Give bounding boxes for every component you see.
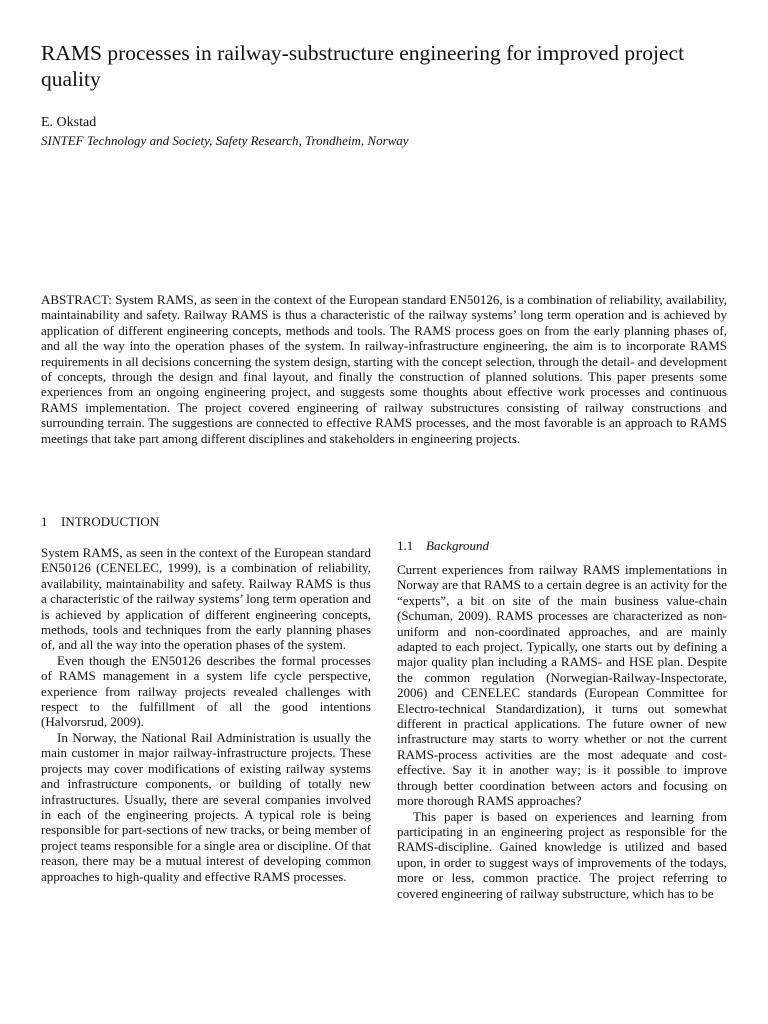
right-column [397, 562, 727, 901]
section-heading-introduction [41, 514, 159, 530]
paper-title: RAMS processes in railway-substructure engineering for improved project quality [41, 41, 685, 91]
paragraph: Even though the EN50126 describes the formal processes of RAMS management in a system life cycle perspective, experience from railway projects revealed challenges with respect to the fulfillment of all the good intentions (Halvorsrud, 2009). [41, 652, 371, 730]
paragraph: Current experiences from railway RAMS implementations in Norway are that RAMS to a certain degree is an activity for the “experts”, a bit on site of the main business value-chain (Schuman, 2009). RAMS processes are characterized as non-uniform and non-coordinated approaches, and are mainly adapted to each project. Typically, one starts out by defining a major quality plan including a RAMS- and HSE plan. Despite the common regulation (Norwegian-Railway-Inspectorate, 2006) and CENELEC standards (European Committee for Electro-technical Standardization), it turns out somewhat different in practical applications. The future owner of new infrastructure may starts to worry whether or not the current RAMS-process activities are the most adequate and cost-effective. Say it in another way; is it possible to improve through better coordination between actors and focusing on more thorough RAMS approaches? [397, 562, 727, 809]
author-affiliation: SINTEF Technology and Society, Safety Research, Trondheim, Norway [41, 133, 409, 148]
abstract: ABSTRACT: System RAMS, as seen in the context of the European standard EN50126, is a combination of reliability, availability, maintainability and safety. Railway RAMS is thus a characteristic of the railway systems’ long term operation and is achieved by application of different engineering concepts, methods and tools. The RAMS process goes on from the early planning phases of, and all the way into the operation phases of the system. In railway-infrastructure engineering, the aim is to incorporate RAMS requirements in all decisions concerning the system design, starting with the concept selection, through the detail- and development of concepts, through the design and final layout, and finally the construction of planned solutions. This paper presents some experiences from an ongoing engineering project, and suggests some thoughts about effective work processes and continuous RAMS implementation. The project covered engineering of railway substructures consisting of railway constructions and surrounding terrain. The suggestions are connected to effective RAMS processes, and the most favorable is an approach to RAMS meetings that take part among different disciplines and stakeholders in engineering projects. [41, 292, 727, 446]
paragraph: In Norway, the National Rail Administration is usually the main customer in major railway-infrastructure projects. These projects may cover modifications of existing railway systems and infrastructure components, or building of totally new infrastructures. Usually, there are several companies involved in each of the engineering projects. A typical role is being responsible for part-sections of new tracks, or being member of project teams responsible for a single area or discipline. Of that reason, there may be a mutual interest of developing common approaches to high-quality and effective RAMS processes. [41, 729, 371, 884]
section-title: INTRODUCTION [61, 514, 160, 529]
author-name: E. Okstad [41, 115, 97, 130]
subsection-heading-background [397, 538, 489, 554]
section-number: 1 [41, 514, 48, 529]
paragraph: System RAMS, as seen in the context of the European standard EN50126 (CENELEC, 1999), is a combination of reliability, availability, maintainability and safety. Railway RAMS is thus a characteristic of the railway systems’ long term operation and is achieved by application of different engineering concepts, methods, tools and techniques from the early planning phases of, and all the way into the operation phases of the system. [41, 545, 371, 653]
subsection-title: Background [426, 538, 490, 553]
left-column [41, 545, 371, 884]
subsection-number: 1.1 [397, 538, 414, 553]
paragraph: This paper is based on experiences and learning from participating in an engineering project as responsible for the RAMS-discipline. Gained knowledge is utilized and based upon, in order to suggest ways of improvements of the todays, more or less, common practice. The project referring to covered engineering of railway substructure, which has to be [397, 808, 727, 901]
